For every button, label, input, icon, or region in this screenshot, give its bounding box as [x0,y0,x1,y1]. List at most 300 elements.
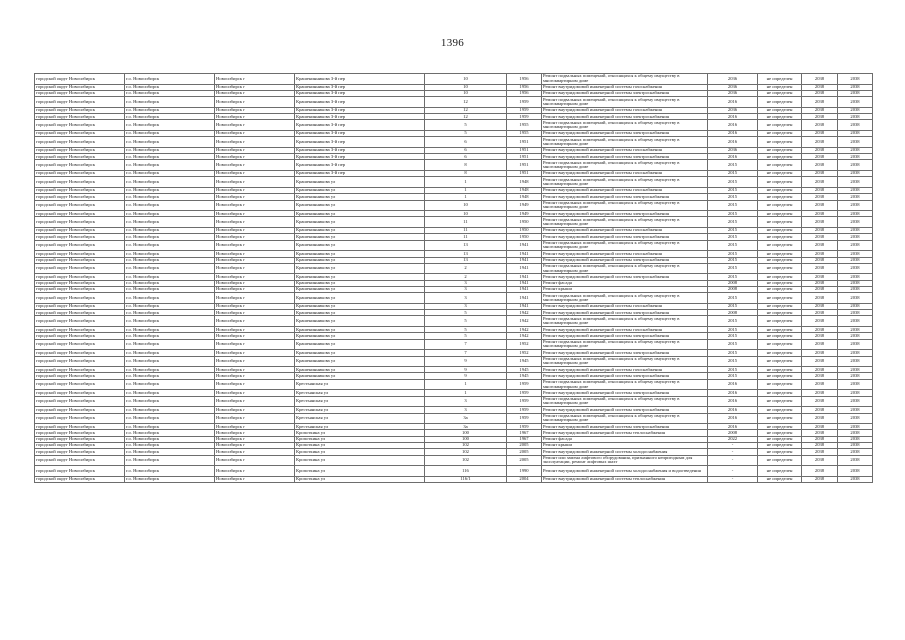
year-cell: 1942 [507,327,542,333]
status-cell: не определен [758,333,802,339]
district-cell: городской округ Новосибирск [35,194,125,200]
city-cell: Новосибирск г [215,160,295,171]
end-year-cell: 2038 [838,107,873,113]
work-type-cell: Ремонт подвальных помещений, относящихся к общему имуществу в многоквартирном доме [542,316,708,327]
house-cell: 10 [425,74,507,85]
plan-year-cell: 2016 [708,396,758,407]
municipality-cell: г.о. Новосибирск [125,367,215,373]
year-cell: 2005 [507,449,542,455]
house-cell: 9 [425,356,507,367]
street-cell: Крашенинникова ул [295,211,425,217]
work-type-cell: Ремонт внутридомовой инженерной системы газоснабжения [542,367,708,373]
plan-year-cell: 2015 [708,194,758,200]
table-row [35,74,873,85]
plan-year-cell: 2016 [708,130,758,136]
year-cell: 1956 [507,84,542,90]
city-cell: Новосибирск г [215,274,295,280]
street-cell: Крашенинникова ул [295,274,425,280]
city-cell: Новосибирск г [215,97,295,108]
end-year-cell: 2038 [838,379,873,390]
status-cell: не определен [758,396,802,407]
end-year-cell: 2038 [838,147,873,153]
year-cell: 2004 [507,476,542,482]
work-type-cell: Ремонт внутридомовой инженерной системы электроснабжения [542,194,708,200]
start-year-cell: 2038 [802,379,838,390]
end-year-cell: 2038 [838,303,873,309]
work-type-cell: Ремонт подвальных помещений, относящихся к общему имуществу в многоквартирном доме [542,379,708,390]
status-cell: не определен [758,390,802,396]
municipality-cell: г.о. Новосибирск [125,390,215,396]
plan-year-cell: 2015 [708,350,758,356]
end-year-cell: 2038 [838,390,873,396]
end-year-cell: 2038 [838,430,873,436]
work-type-cell: Ремонт внутридомовой инженерной системы электроснабжения [542,114,708,120]
district-cell: городской округ Новосибирск [35,90,125,96]
table-row [35,316,873,327]
city-cell: Новосибирск г [215,200,295,211]
work-type-cell: Ремонт фасада [542,436,708,442]
work-type-cell: Ремонт внутридомовой инженерной системы газоснабжения [542,187,708,193]
start-year-cell: 2038 [802,120,838,131]
end-year-cell: 2038 [838,74,873,85]
plan-year-cell: 2016 [708,97,758,108]
plan-year-cell: 2015 [708,333,758,339]
capital-repair-table [34,73,873,483]
plan-year-cell: 2036 [708,107,758,113]
district-cell: городской округ Новосибирск [35,449,125,455]
municipality-cell: г.о. Новосибирск [125,293,215,304]
district-cell: городской округ Новосибирск [35,211,125,217]
plan-year-cell: 2015 [708,251,758,257]
city-cell: Новосибирск г [215,407,295,413]
start-year-cell: 2038 [802,407,838,413]
year-cell: 1945 [507,356,542,367]
street-cell: Крашенинникова 3-й пер [295,160,425,171]
year-cell: 1942 [507,333,542,339]
plan-year-cell: 2016 [708,407,758,413]
district-cell: городской округ Новосибирск [35,390,125,396]
work-type-cell: Ремонт внутридомовой инженерной системы электроснабжения [542,234,708,240]
district-cell: городской округ Новосибирск [35,373,125,379]
street-cell: Крашенинникова ул [295,316,425,327]
year-cell: 1941 [507,257,542,263]
status-cell: не определен [758,303,802,309]
house-cell: 8 [425,160,507,171]
district-cell: городской округ Новосибирск [35,293,125,304]
house-cell: 9 [425,373,507,379]
street-cell: Крашенинникова ул [295,177,425,188]
work-type-cell: Ремонт подвальных помещений, относящихся к общему имуществу в многоквартирном доме [542,200,708,211]
house-cell: 116/1 [425,476,507,482]
status-cell: не определен [758,177,802,188]
start-year-cell: 2038 [802,356,838,367]
end-year-cell: 2038 [838,217,873,228]
municipality-cell: г.о. Новосибирск [125,147,215,153]
plan-year-cell: 2015 [708,263,758,274]
municipality-cell: г.о. Новосибирск [125,430,215,436]
district-cell: городской округ Новосибирск [35,74,125,85]
end-year-cell: 2038 [838,171,873,177]
plan-year-cell: 2015 [708,177,758,188]
plan-year-cell: 2016 [708,114,758,120]
status-cell: не определен [758,217,802,228]
district-cell: городской округ Новосибирск [35,367,125,373]
year-cell: 1990 [507,466,542,477]
plan-year-cell: 2016 [708,154,758,160]
work-type-cell: Ремонт внутридомовой инженерной системы электроснабжения [542,154,708,160]
district-cell: городской округ Новосибирск [35,137,125,148]
start-year-cell: 2038 [802,316,838,327]
city-cell: Новосибирск г [215,327,295,333]
district-cell: городской округ Новосибирск [35,316,125,327]
end-year-cell: 2038 [838,443,873,449]
municipality-cell: г.о. Новосибирск [125,257,215,263]
municipality-cell: г.о. Новосибирск [125,449,215,455]
year-cell: 1949 [507,200,542,211]
street-cell: Крашенинникова 3-й пер [295,84,425,90]
district-cell: городской округ Новосибирск [35,177,125,188]
plan-year-cell: 2015 [708,187,758,193]
year-cell: 1950 [507,217,542,228]
year-cell: 1941 [507,274,542,280]
district-cell: городской округ Новосибирск [35,286,125,292]
start-year-cell: 2038 [802,200,838,211]
year-cell: 1955 [507,130,542,136]
table-row [35,217,873,228]
status-cell: не определен [758,154,802,160]
street-cell: Крашенинникова 3-й пер [295,107,425,113]
plan-year-cell: - [708,455,758,466]
plan-year-cell: - [708,466,758,477]
municipality-cell: г.о. Новосибирск [125,240,215,251]
status-cell: не определен [758,171,802,177]
municipality-cell: г.о. Новосибирск [125,280,215,286]
city-cell: Новосибирск г [215,137,295,148]
end-year-cell: 2038 [838,257,873,263]
city-cell: Новосибирск г [215,436,295,442]
end-year-cell: 2038 [838,424,873,430]
municipality-cell: г.о. Новосибирск [125,424,215,430]
end-year-cell: 2038 [838,455,873,466]
city-cell: Новосибирск г [215,333,295,339]
house-cell: 5 [425,130,507,136]
end-year-cell: 2038 [838,200,873,211]
house-cell: 1 [425,187,507,193]
table-row [35,466,873,477]
start-year-cell: 2038 [802,263,838,274]
street-cell: Крашенинникова ул [295,286,425,292]
plan-year-cell: 2016 [708,137,758,148]
municipality-cell: г.о. Новосибирск [125,373,215,379]
street-cell: Крестьянская ул [295,413,425,424]
start-year-cell: 2038 [802,286,838,292]
work-type-cell: Ремонт внутридомовой инженерной системы газоснабжения [542,107,708,113]
start-year-cell: 2038 [802,443,838,449]
district-cell: городской округ Новосибирск [35,274,125,280]
municipality-cell: г.о. Новосибирск [125,211,215,217]
status-cell: не определен [758,120,802,131]
house-cell: 100 [425,430,507,436]
municipality-cell: г.о. Новосибирск [125,413,215,424]
city-cell: Новосибирск г [215,455,295,466]
street-cell: Кропоткина ул [295,443,425,449]
district-cell: городской округ Новосибирск [35,154,125,160]
start-year-cell: 2038 [802,424,838,430]
plan-year-cell: 2036 [708,90,758,96]
house-cell: 3а [425,424,507,430]
work-type-cell: Ремонт подвальных помещений, относящихся к общему имуществу в многоквартирном доме [542,396,708,407]
city-cell: Новосибирск г [215,310,295,316]
start-year-cell: 2038 [802,449,838,455]
page-number: 1396 [440,37,465,49]
year-cell: 1959 [507,413,542,424]
start-year-cell: 2038 [802,194,838,200]
year-cell: 1941 [507,240,542,251]
house-cell: 3 [425,280,507,286]
municipality-cell: г.о. Новосибирск [125,160,215,171]
plan-year-cell: 2015 [708,228,758,234]
city-cell: Новосибирск г [215,251,295,257]
house-cell: 1 [425,177,507,188]
city-cell: Новосибирск г [215,286,295,292]
district-cell: городской округ Новосибирск [35,333,125,339]
work-type-cell: Ремонт внутридомовой инженерной системы электроснабжения [542,390,708,396]
plan-year-cell: 2015 [708,327,758,333]
work-type-cell: Ремонт внутридомовой инженерной системы газоснабжения [542,171,708,177]
plan-year-cell: 2015 [708,339,758,350]
work-type-cell: Ремонт крыши [542,443,708,449]
start-year-cell: 2038 [802,177,838,188]
city-cell: Новосибирск г [215,211,295,217]
street-cell: Крашенинникова ул [295,356,425,367]
house-cell: 3 [425,293,507,304]
city-cell: Новосибирск г [215,74,295,85]
city-cell: Новосибирск г [215,466,295,477]
plan-year-cell: 2015 [708,274,758,280]
table-row [35,476,873,482]
street-cell: Крашенинникова ул [295,327,425,333]
table-row [35,177,873,188]
start-year-cell: 2038 [802,240,838,251]
status-cell: не определен [758,327,802,333]
house-cell: 1 [425,390,507,396]
district-cell: городской округ Новосибирск [35,97,125,108]
house-cell: 6 [425,137,507,148]
house-cell: 12 [425,114,507,120]
work-type-cell: Ремонт внутридомовой инженерной системы холодоснабжения и водоотведения [542,466,708,477]
start-year-cell: 2038 [802,274,838,280]
year-cell: 1942 [507,316,542,327]
city-cell: Новосибирск г [215,228,295,234]
city-cell: Новосибирск г [215,373,295,379]
status-cell: не определен [758,147,802,153]
district-cell: городской округ Новосибирск [35,251,125,257]
table-row [35,97,873,108]
plan-year-cell: - [708,443,758,449]
street-cell: Крашенинникова 3-й пер [295,137,425,148]
plan-year-cell: - [708,476,758,482]
municipality-cell: г.о. Новосибирск [125,84,215,90]
status-cell: не определен [758,274,802,280]
street-cell: Кропоткина ул [295,476,425,482]
municipality-cell: г.о. Новосибирск [125,97,215,108]
start-year-cell: 2038 [802,251,838,257]
street-cell: Крестьянская ул [295,396,425,407]
municipality-cell: г.о. Новосибирск [125,194,215,200]
start-year-cell: 2038 [802,430,838,436]
end-year-cell: 2038 [838,350,873,356]
year-cell: 1959 [507,424,542,430]
status-cell: не определен [758,234,802,240]
municipality-cell: г.о. Новосибирск [125,339,215,350]
house-cell: 12 [425,97,507,108]
plan-year-cell: 2022 [708,436,758,442]
city-cell: Новосибирск г [215,449,295,455]
status-cell: не определен [758,466,802,477]
plan-year-cell: 2015 [708,316,758,327]
table-row [35,120,873,131]
house-cell: 9 [425,367,507,373]
status-cell: не определен [758,407,802,413]
start-year-cell: 2038 [802,130,838,136]
plan-year-cell: 2015 [708,240,758,251]
start-year-cell: 2038 [802,367,838,373]
municipality-cell: г.о. Новосибирск [125,90,215,96]
end-year-cell: 2038 [838,413,873,424]
street-cell: Крашенинникова ул [295,217,425,228]
year-cell: 1956 [507,90,542,96]
end-year-cell: 2038 [838,120,873,131]
city-cell: Новосибирск г [215,240,295,251]
status-cell: не определен [758,379,802,390]
end-year-cell: 2038 [838,407,873,413]
start-year-cell: 2038 [802,390,838,396]
district-cell: городской округ Новосибирск [35,280,125,286]
work-type-cell: Ремонт подвальных помещений, относящихся к общему имуществу в многоквартирном доме [542,97,708,108]
year-cell: 1941 [507,293,542,304]
end-year-cell: 2038 [838,130,873,136]
end-year-cell: 2038 [838,476,873,482]
end-year-cell: 2038 [838,280,873,286]
city-cell: Новосибирск г [215,316,295,327]
status-cell: не определен [758,316,802,327]
work-type-cell: Ремонт внутридомовой инженерной системы теплоснабжения [542,476,708,482]
table-row [35,293,873,304]
street-cell: Крашенинникова ул [295,187,425,193]
street-cell: Крашенинникова ул [295,200,425,211]
city-cell: Новосибирск г [215,356,295,367]
house-cell: 1 [425,194,507,200]
street-cell: Крашенинникова ул [295,333,425,339]
work-type-cell: Ремонт внутридомовой инженерной системы электроснабжения [542,333,708,339]
municipality-cell: г.о. Новосибирск [125,274,215,280]
status-cell: не определен [758,114,802,120]
end-year-cell: 2038 [838,160,873,171]
house-cell: 1 [425,379,507,390]
house-cell: 10 [425,211,507,217]
district-cell: городской округ Новосибирск [35,130,125,136]
status-cell: не определен [758,137,802,148]
year-cell: 1945 [507,373,542,379]
municipality-cell: г.о. Новосибирск [125,476,215,482]
city-cell: Новосибирск г [215,339,295,350]
plan-year-cell: 2036 [708,74,758,85]
end-year-cell: 2038 [838,97,873,108]
plan-year-cell: 2016 [708,120,758,131]
city-cell: Новосибирск г [215,187,295,193]
work-type-cell: Ремонт подвальных помещений, относящихся к общему имуществу в многоквартирном доме [542,120,708,131]
plan-year-cell: 2016 [708,390,758,396]
municipality-cell: г.о. Новосибирск [125,251,215,257]
work-type-cell: Ремонт внутридомовой инженерной системы электроснабжения [542,350,708,356]
district-cell: городской округ Новосибирск [35,350,125,356]
city-cell: Новосибирск г [215,130,295,136]
plan-year-cell: - [708,449,758,455]
status-cell: не определен [758,286,802,292]
street-cell: Крашенинникова ул [295,310,425,316]
start-year-cell: 2038 [802,154,838,160]
municipality-cell: г.о. Новосибирск [125,187,215,193]
plan-year-cell: 2008 [708,430,758,436]
year-cell: 1949 [507,211,542,217]
end-year-cell: 2038 [838,466,873,477]
year-cell: 1948 [507,194,542,200]
end-year-cell: 2038 [838,263,873,274]
house-cell: 5 [425,316,507,327]
street-cell: Крашенинникова ул [295,293,425,304]
end-year-cell: 2038 [838,240,873,251]
end-year-cell: 2038 [838,90,873,96]
plan-year-cell: 2008 [708,280,758,286]
year-cell: 1952 [507,339,542,350]
work-type-cell: Ремонт внутридомовой инженерной системы газоснабжения [542,251,708,257]
street-cell: Крашенинникова ул [295,373,425,379]
municipality-cell: г.о. Новосибирск [125,303,215,309]
street-cell: Крашенинникова ул [295,251,425,257]
year-cell: 1941 [507,251,542,257]
work-type-cell: Ремонт внутридомовой инженерной системы холодоснабжения [542,449,708,455]
district-cell: городской округ Новосибирск [35,407,125,413]
year-cell: 2005 [507,455,542,466]
house-cell: 13 [425,240,507,251]
city-cell: Новосибирск г [215,293,295,304]
municipality-cell: г.о. Новосибирск [125,263,215,274]
year-cell: 2005 [507,443,542,449]
street-cell: Крашенинникова 3-й пер [295,114,425,120]
street-cell: Кропоткина ул [295,466,425,477]
status-cell: не определен [758,436,802,442]
city-cell: Новосибирск г [215,107,295,113]
status-cell: не определен [758,339,802,350]
work-type-cell: Ремонт внутридомовой инженерной системы электроснабжения [542,211,708,217]
municipality-cell: г.о. Новосибирск [125,107,215,113]
municipality-cell: г.о. Новосибирск [125,286,215,292]
street-cell: Крестьянская ул [295,407,425,413]
plan-year-cell: 2015 [708,171,758,177]
district-cell: городской округ Новосибирск [35,228,125,234]
end-year-cell: 2038 [838,367,873,373]
work-type-cell: Ремонт подвальных помещений, относящихся к общему имуществу в многоквартирном доме [542,74,708,85]
plan-year-cell: 2015 [708,356,758,367]
plan-year-cell: 2036 [708,84,758,90]
district-cell: городской округ Новосибирск [35,430,125,436]
end-year-cell: 2038 [838,211,873,217]
street-cell: Крашенинникова ул [295,240,425,251]
status-cell: не определен [758,97,802,108]
status-cell: не определен [758,430,802,436]
plan-year-cell: 2015 [708,373,758,379]
house-cell: 5 [425,310,507,316]
